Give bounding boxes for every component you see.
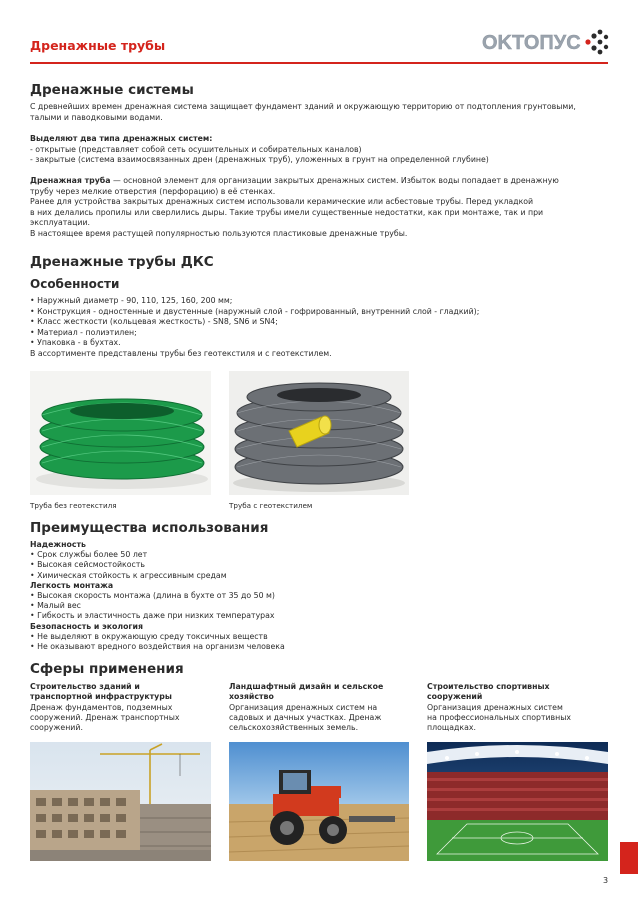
column-title: Строительство спортивных <box>427 682 550 691</box>
column-text: на профессиональных спортивных <box>427 712 572 722</box>
caption-without-geotextile: Труба без геотекстиля <box>30 501 117 510</box>
photo-pipe-with-geotextile <box>229 371 409 495</box>
list-item: • Конструкция - одностенные и двустенные (наружный слой - гофрированный, внутренний слой - гладкий); <box>30 306 480 316</box>
application-column-construction <box>30 682 218 733</box>
group-title-installation: Легкость монтажа <box>30 580 114 590</box>
brand-logo <box>482 29 612 55</box>
application-column-landscape <box>229 682 417 733</box>
section-heading-dks-pipes: Дренажные трубы ДКС <box>30 254 214 270</box>
list-item: • Малый вес <box>30 601 81 611</box>
header-divider <box>30 62 608 64</box>
system-types <box>30 134 608 166</box>
list-item: • Высокая скорость монтажа (длина в бухте от 35 до 50 м) <box>30 591 275 601</box>
column-text: сооружений. Дренаж транспортных <box>30 712 180 722</box>
pipe-term: Дренажная труба <box>30 176 111 185</box>
intro-paragraph <box>30 102 608 123</box>
page-number: 3 <box>603 876 609 885</box>
column-text: Организация дренажных систем <box>427 702 563 712</box>
list-item: • Класс жесткости (кольцевая жесткость) - SN8, SN6 и SN4; <box>30 317 278 327</box>
text-line: - открытые (представляет собой сеть осушительных и собирательных каналов) <box>30 144 362 154</box>
text-line: — основной элемент для организации закрытых дренажных систем. Избыток воды попадает в дренажную <box>110 176 559 185</box>
text-line: С древнейших времен дренажная система защищает фундамент зданий и окружающую территорию от подтопления грунтовыми, <box>30 102 576 111</box>
section-heading-drainage-systems: Дренажные системы <box>30 82 194 98</box>
advantages-list <box>30 540 608 652</box>
list-item: • Гибкость и эластичность даже при низких температурах <box>30 611 275 621</box>
text-line: - закрытые (система взаимосвязанных дрен (дренажных труб), уложенных в грунт на определенной глубине) <box>30 155 489 165</box>
section-heading-advantages: Преимущества использования <box>30 520 269 536</box>
text-line: Ранее для устройства закрытых дренажных систем использовали керамические или асбестовые трубы. Перед укладкой <box>30 197 534 207</box>
column-text: площадках. <box>427 723 476 733</box>
list-item: • Химическая стойкость к агрессивным средам <box>30 570 227 580</box>
text-line: в них делались пропилы или сверлились дыры. Такие трубы имели существенные недостатки, как при монтаже, так и при <box>30 207 544 217</box>
list-item: • Материал - полиэтилен; <box>30 327 137 337</box>
drain-pipe-paragraph <box>30 176 608 240</box>
photo-tractor-field <box>229 742 409 861</box>
features-list <box>30 296 608 360</box>
text-line: В настоящее время растущей популярностью пользуются пластиковые дренажные трубы. <box>30 228 408 238</box>
list-item: • Не оказывают вредного воздействия на организм человека <box>30 642 285 652</box>
column-text: Дренаж фундаментов, подземных <box>30 702 173 712</box>
column-text: сельскохозяйственных земель. <box>229 723 359 733</box>
list-item: • Упаковка - в бухтах. <box>30 338 121 348</box>
column-title: Ландшафтный дизайн и сельское <box>229 682 384 691</box>
column-title: транспортной инфраструктуры <box>30 692 172 702</box>
logo-wordmark: OKTOПУС <box>482 32 581 54</box>
text-line: талыми и паводковыми водами. <box>30 112 163 122</box>
photo-construction-site <box>30 742 211 861</box>
section-heading-applications: Сферы применения <box>30 661 184 677</box>
group-title-safety: Безопасность и экология <box>30 621 143 631</box>
column-title: хозяйство <box>229 692 274 702</box>
group-title-reliability: Надежность <box>30 540 86 549</box>
page-header-title: Дренажные трубы <box>30 38 166 53</box>
photo-pipe-without-geotextile <box>30 371 211 495</box>
text-line: трубу через мелкие отверстия (перфорацию) в её стенках. <box>30 186 276 196</box>
column-text: сооружений. <box>30 723 83 733</box>
types-heading: Выделяют два типа дренажных систем: <box>30 134 213 143</box>
application-column-sports <box>427 682 615 733</box>
text-line: эксплуатации. <box>30 218 90 228</box>
list-item: • Срок службы более 50 лет <box>30 550 148 560</box>
features-heading: Особенности <box>30 277 120 291</box>
list-item: • Высокая сейсмостойкость <box>30 560 145 570</box>
logo-dots-icon <box>582 29 612 55</box>
column-text: Организация дренажных систем на <box>229 702 378 712</box>
list-item: • Не выделяют в окружающую среду токсичных веществ <box>30 631 268 641</box>
column-title: сооружений <box>427 692 483 702</box>
caption-with-geotextile: Труба с геотекстилем <box>229 501 313 510</box>
list-item: В ассортименте представлены трубы без геотекстиля и с геотекстилем. <box>30 348 332 358</box>
page-edge-tab <box>620 842 638 874</box>
column-title: Строительство зданий и <box>30 682 140 691</box>
photo-stadium <box>427 742 608 861</box>
list-item: • Наружный диаметр - 90, 110, 125, 160, 200 мм; <box>30 296 233 305</box>
column-text: садовых и дачных участках. Дренаж <box>229 712 382 722</box>
